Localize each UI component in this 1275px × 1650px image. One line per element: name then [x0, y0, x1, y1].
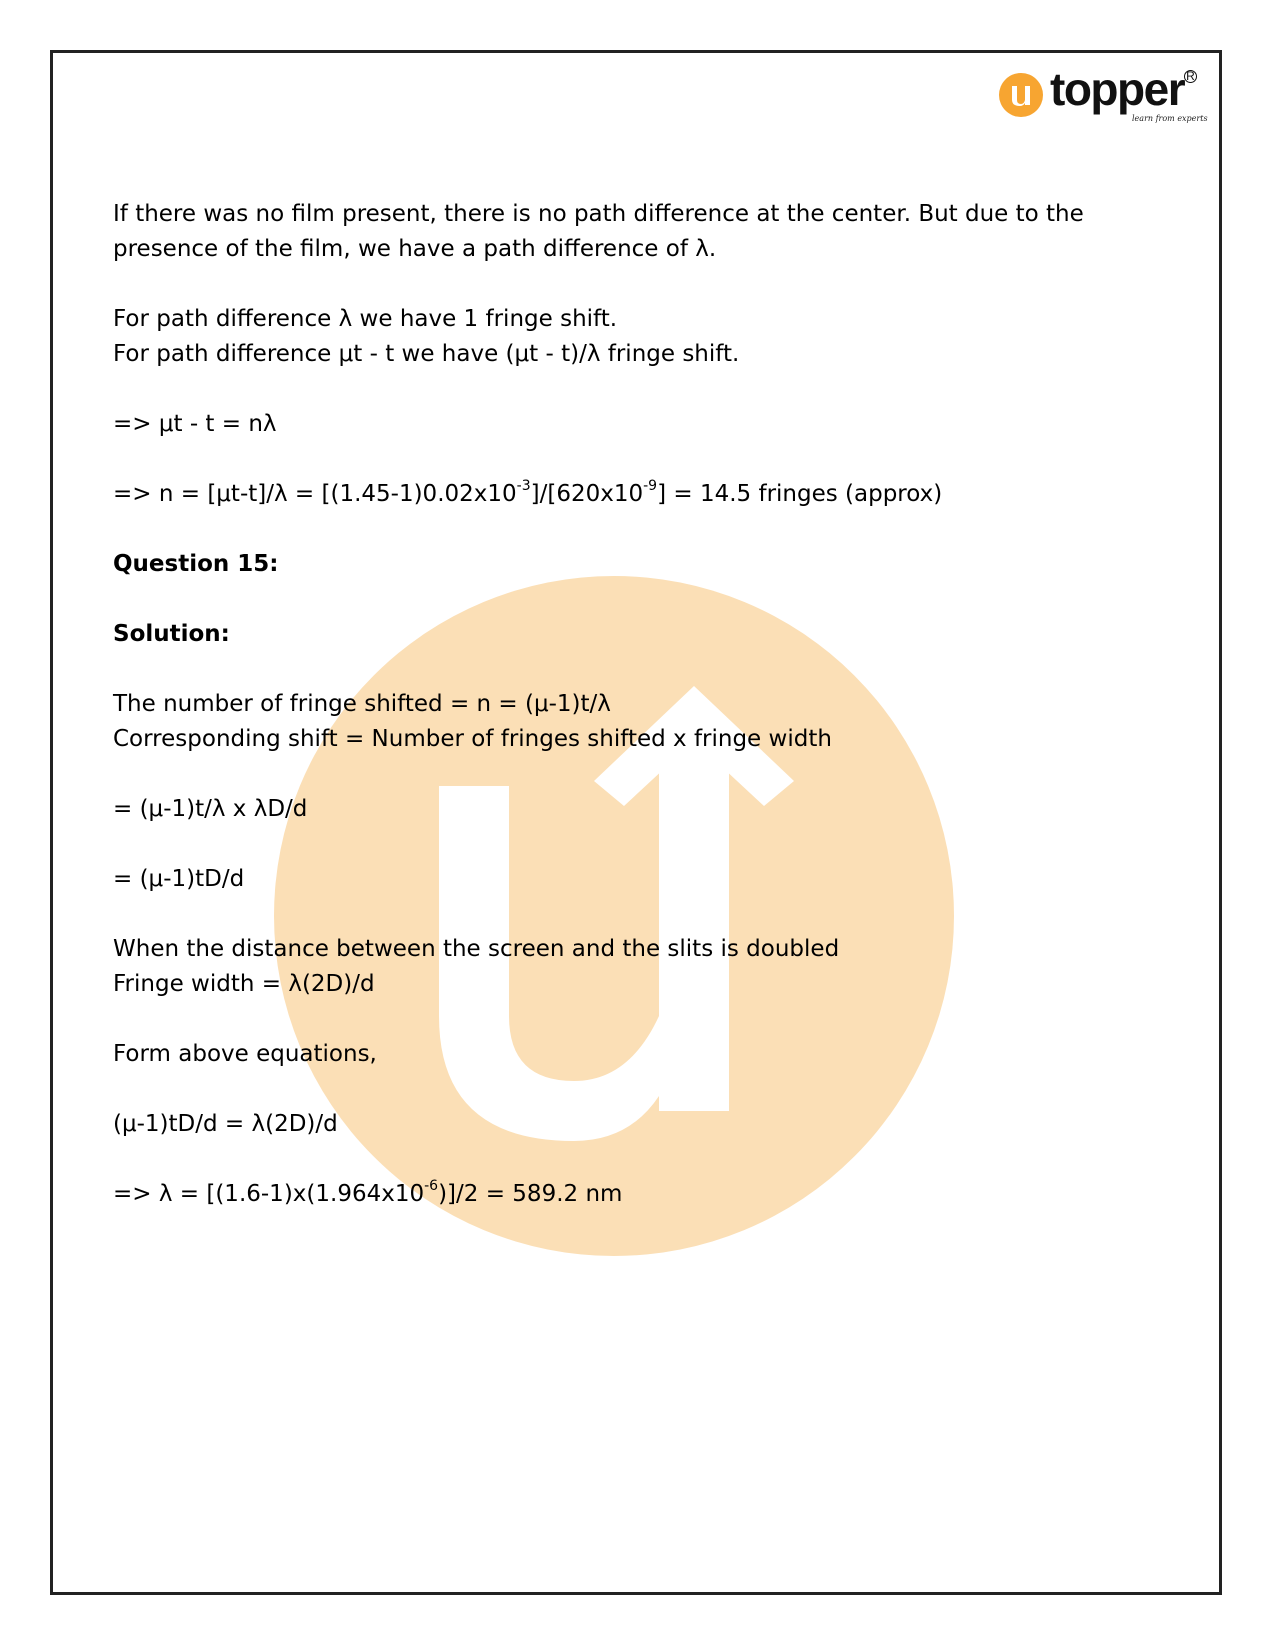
logo-wordmark: topper [1050, 63, 1185, 115]
paragraph-line: For path difference μt - t we have (μt - t)/λ fringe shift. [113, 341, 740, 367]
equation-line: (μ-1)tD/d = λ(2D)/d [113, 1111, 338, 1137]
paragraph-line: The number of fringe shifted = n = (μ-1)t/λ [113, 691, 611, 717]
equation-line: => $\lambda = [(1.6-1)x(1.964x10^{-6})]/2 = 589.2$ nm [113, 1178, 623, 1207]
u-logo-icon [998, 72, 1044, 118]
paragraph-line: For path difference λ we have 1 fringe shift. [113, 306, 618, 332]
question-heading: Question 15: [113, 551, 279, 577]
topper-logo [998, 63, 1208, 132]
paragraph-line: When the distance between the screen and the slits is doubled [113, 936, 840, 962]
paragraph-line: Form above equations, [113, 1041, 377, 1067]
paragraph-line: Fringe width = λ(2D)/d [113, 971, 375, 997]
registered-mark: R [1184, 70, 1197, 83]
paragraph-line: If there was no film present, there is no path difference at the center. But due to the [113, 201, 1084, 227]
equation-line: => μt - t = nλ [113, 411, 277, 437]
paragraph-line: Corresponding shift = Number of fringes shifted x fringe width [113, 726, 832, 752]
paragraph-line: presence of the film, we have a path difference of λ. [113, 236, 717, 262]
equation-line: = (μ-1)t/λ x λD/d [113, 796, 308, 822]
logo-tagline: learn from experts [1132, 114, 1208, 123]
equation-line: => $n = [\mu t-t]/\lambda = [(1.45-1)0.02x10^{-3}]/[620x10^{-9}] = 14.5$ fringes (approx) [113, 478, 943, 507]
document-body [113, 197, 1153, 1212]
equation-line: = (μ-1)tD/d [113, 866, 245, 892]
solution-heading: Solution: [113, 621, 230, 647]
